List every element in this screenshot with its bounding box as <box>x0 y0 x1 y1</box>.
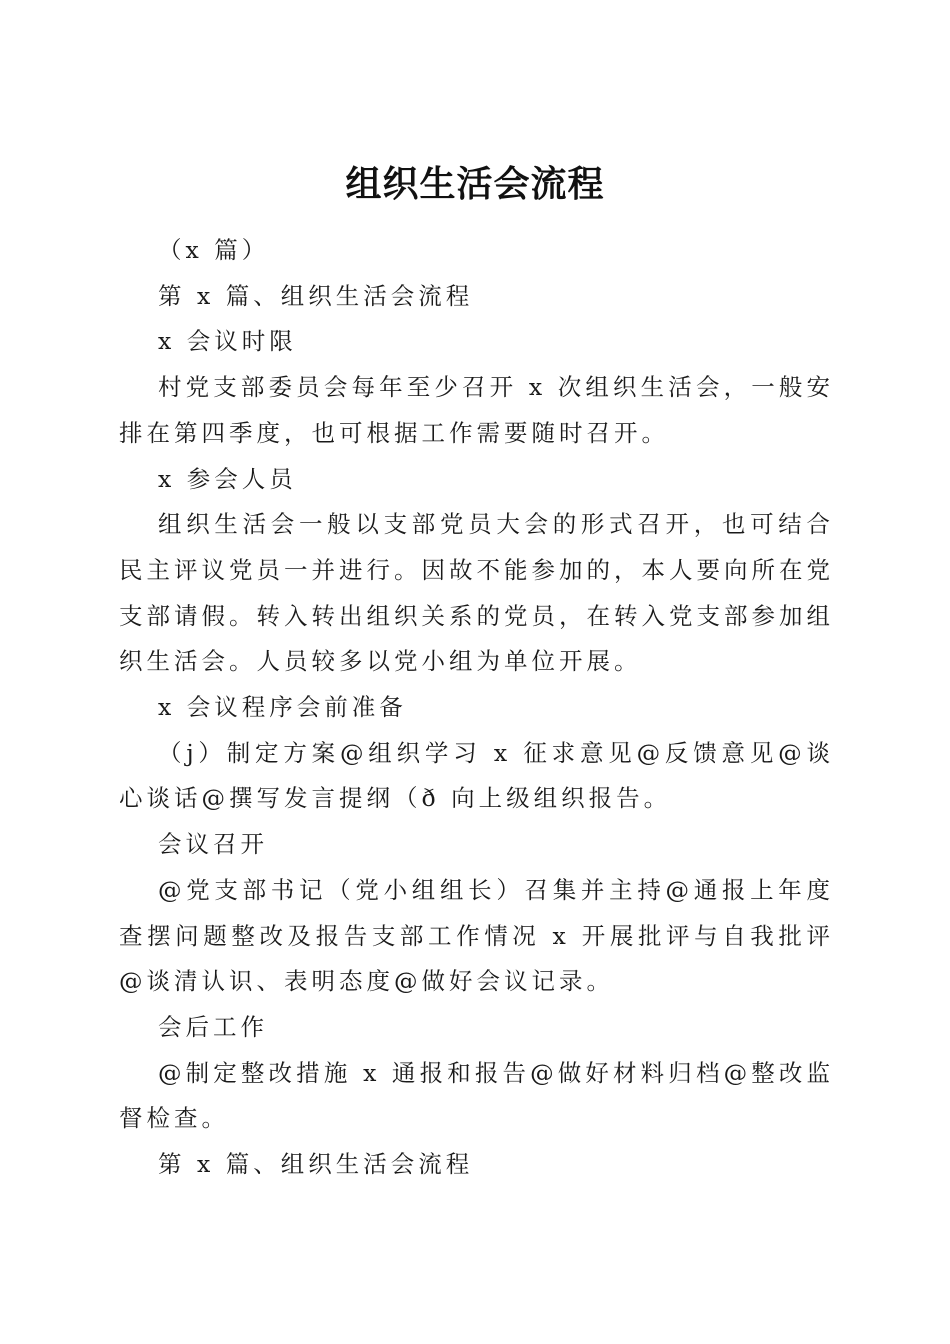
paragraph-meeting-held-text: @党支部书记（党小组组长）召集并主持@通报上年度查摆问题整改及报告支部工作情况 x 开展批评与自我批评@谈清认识、表明态度@做好会议记录。 <box>119 875 834 996</box>
paragraph-section-label: （x 篇） <box>158 236 270 264</box>
paragraph-after-meeting-text: @制定整改措施 x 通报和报告@做好材料归档@整改监督检查。 <box>119 1058 834 1133</box>
document-body <box>119 228 834 1188</box>
paragraph-heading-meeting-held: 会议召开 <box>158 830 268 859</box>
paragraph-heading-meeting-time: x 会议时限 <box>158 327 297 356</box>
paragraph-heading-after-meeting: 会后工作 <box>158 1012 268 1041</box>
paragraph-next-chapter-heading: 第 x 篇、组织生活会流程 <box>158 1150 474 1179</box>
paragraph-meeting-time-text: 村党支部委员会每年至少召开 x 次组织生活会，一般安排在第四季度，也可根据工作需要随时召开。 <box>119 373 834 447</box>
paragraph-preparation-text: （j）制定方案@组织学习 x 征求意见@反馈意见@谈心谈话@撰写发言提纲（ð 向上级组织报告。 <box>119 738 834 813</box>
paragraph-heading-procedure: x 会议程序会前准备 <box>158 693 407 722</box>
paragraph-chapter-heading: 第 x 篇、组织生活会流程 <box>158 281 474 310</box>
paragraph-heading-attendees: x 参会人员 <box>158 464 297 493</box>
paragraph-attendees-text: 组织生活会一般以支部党员大会的形式召开，也可结合民主评议党员一并进行。因故不能参加的，本人要向所在党支部请假。转入转出组织关系的党员，在转入党支部参加组织生活会。人员较多以党小组为单位开展。 <box>119 510 834 676</box>
document-title: 组织生活会流程 <box>345 163 605 206</box>
